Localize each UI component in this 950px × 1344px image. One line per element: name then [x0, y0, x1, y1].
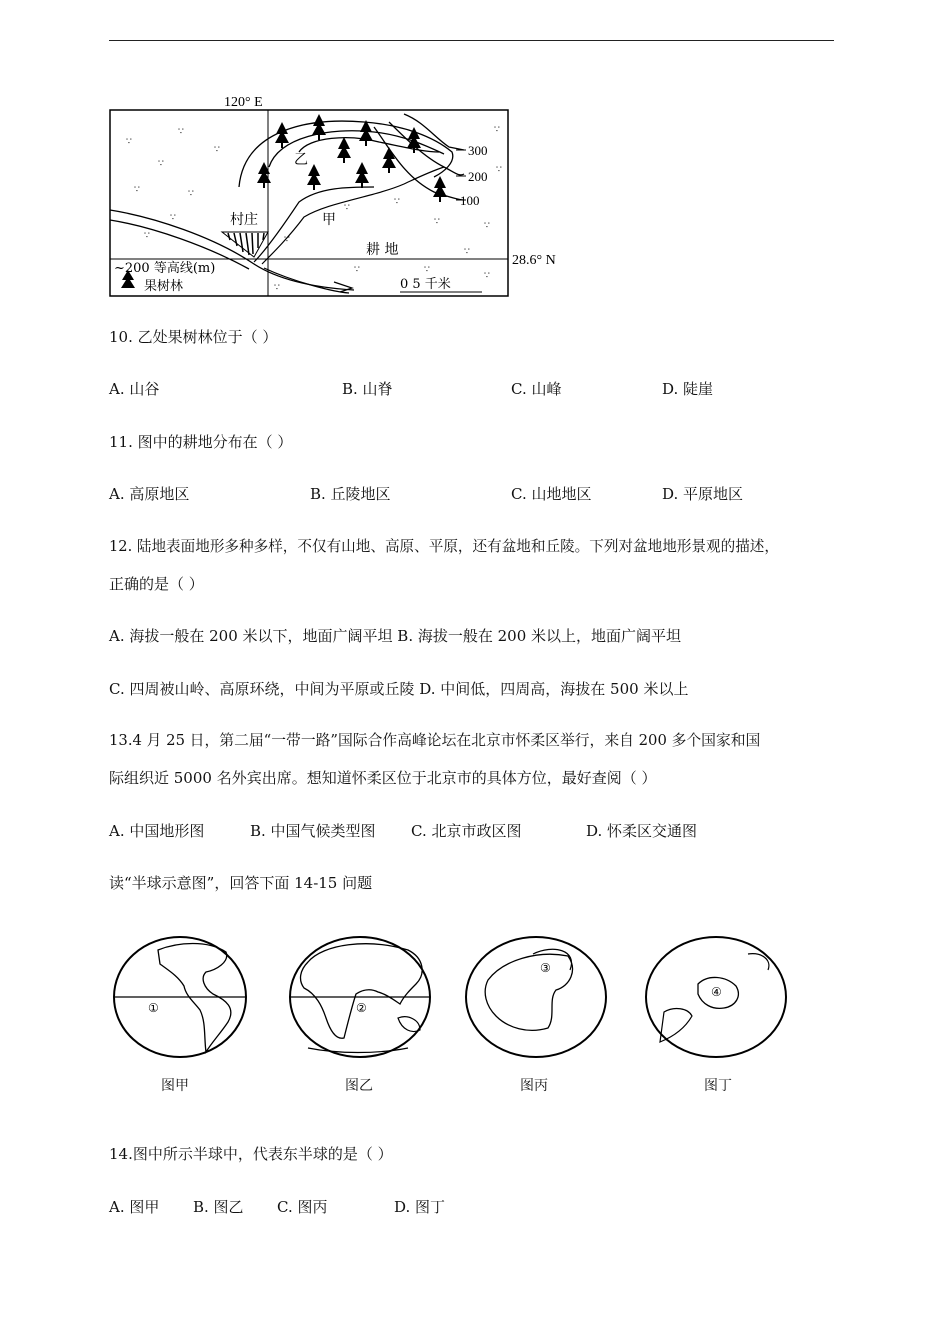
q14-option-a: A. 图甲 — [109, 1198, 160, 1216]
q13-option-a: A. 中国地形图 — [109, 822, 205, 840]
question-10: 10. 乙处果树林位于（ ） — [109, 328, 278, 346]
svg-text:∵: ∵ — [464, 247, 470, 257]
svg-text:∵: ∵ — [484, 271, 490, 281]
caption-bing: 图丙 — [520, 1078, 548, 1094]
svg-text:∵: ∵ — [284, 235, 290, 245]
svg-text:∵: ∵ — [344, 203, 350, 213]
svg-text:∵: ∵ — [170, 213, 176, 223]
svg-text:∵: ∵ — [188, 189, 194, 199]
svg-text:∵: ∵ — [178, 127, 184, 137]
q12-options-cd: C. 四周被山岭、高原环绕，中间为平原或丘陵 D. 中间低，四周高，海拔在 500 米以上 — [109, 680, 689, 698]
contour-map — [104, 92, 584, 302]
caption-ding: 图丁 — [704, 1078, 732, 1094]
legend-contour: ~200 等高线(m) — [114, 261, 216, 276]
latitude-label: 28.6° N — [512, 253, 556, 268]
section-intro: 读“半球示意图”，回答下面 14-15 问题 — [109, 874, 373, 892]
q13-option-d: D. 怀柔区交通图 — [586, 822, 698, 840]
svg-text:∵: ∵ — [144, 231, 150, 241]
q10-option-b: B. 山脊 — [342, 380, 393, 398]
svg-text:∵: ∵ — [158, 159, 164, 169]
header-rule — [109, 40, 834, 41]
contour-100: 100 — [460, 193, 480, 208]
area-yi-label: 乙 — [294, 152, 308, 168]
q10-option-a: A. 山谷 — [109, 380, 160, 398]
question-12-line1: 12. 陆地表面地形多种多样，不仅有山地、高原、平原，还有盆地和丘陵。下列对盆地地形景观的描述， — [109, 538, 779, 555]
caption-yi: 图乙 — [345, 1078, 373, 1094]
q12-options-ab: A. 海拔一般在 200 米以下，地面广阔平坦 B. 海拔一般在 200 米以上，地面广阔平坦 — [109, 627, 682, 645]
q10-option-c: C. 山峰 — [511, 380, 562, 398]
question-13-line2: 际组织近 5000 名外宾出席。想知道怀柔区位于北京市的具体方位，最好查阅（ ） — [109, 769, 657, 787]
scale-label: 0 5 千米 — [400, 277, 451, 292]
q13-option-c: C. 北京市政区图 — [411, 822, 522, 840]
svg-text:∵: ∵ — [434, 217, 440, 227]
area-jia-label: 甲 — [322, 212, 336, 228]
svg-text:∵: ∵ — [354, 265, 360, 275]
svg-text:∵: ∵ — [496, 165, 502, 175]
svg-text:∵: ∵ — [274, 283, 280, 293]
svg-text:∵: ∵ — [394, 197, 400, 207]
q14-option-c: C. 图丙 — [277, 1198, 328, 1216]
svg-text:∵: ∵ — [214, 145, 220, 155]
q14-option-b: B. 图乙 — [193, 1198, 244, 1216]
question-11: 11. 图中的耕地分布在（ ） — [109, 433, 293, 451]
svg-text:∵: ∵ — [126, 137, 132, 147]
q14-option-d: D. 图丁 — [394, 1198, 446, 1216]
marker-4: ④ — [711, 985, 722, 999]
question-14: 14.图中所示半球中，代表东半球的是（ ） — [109, 1145, 393, 1163]
q10-option-d: D. 陡崖 — [662, 380, 714, 398]
q11-option-c: C. 山地地区 — [511, 485, 592, 503]
marker-3: ③ — [540, 961, 551, 975]
svg-text:∵: ∵ — [424, 265, 430, 275]
village-label: 村庄 — [230, 212, 258, 228]
marker-1: ① — [148, 1001, 159, 1015]
svg-text:∵: ∵ — [134, 185, 140, 195]
q11-option-b: B. 丘陵地区 — [310, 485, 391, 503]
farmland-label: 耕 地 — [366, 242, 399, 258]
svg-text:∵: ∵ — [484, 221, 490, 231]
q11-option-d: D. 平原地区 — [662, 485, 744, 503]
svg-text:∵: ∵ — [494, 125, 500, 135]
legend-orchard: 果树林 — [144, 279, 184, 294]
q11-option-a: A. 高原地区 — [109, 485, 190, 503]
longitude-label: 120° E — [224, 95, 263, 110]
caption-jia: 图甲 — [161, 1078, 189, 1094]
marker-2: ② — [356, 1001, 367, 1015]
question-13-line1: 13.4 月 25 日，第二届“一带一路”国际合作高峰论坛在北京市怀柔区举行，来自 200 多个国家和国 — [109, 732, 761, 749]
contour-200: 200 — [468, 169, 488, 184]
question-12-line2: 正确的是（ ） — [109, 575, 204, 593]
q13-option-b: B. 中国气候类型图 — [250, 822, 376, 840]
contour-300: 300 — [468, 143, 488, 158]
